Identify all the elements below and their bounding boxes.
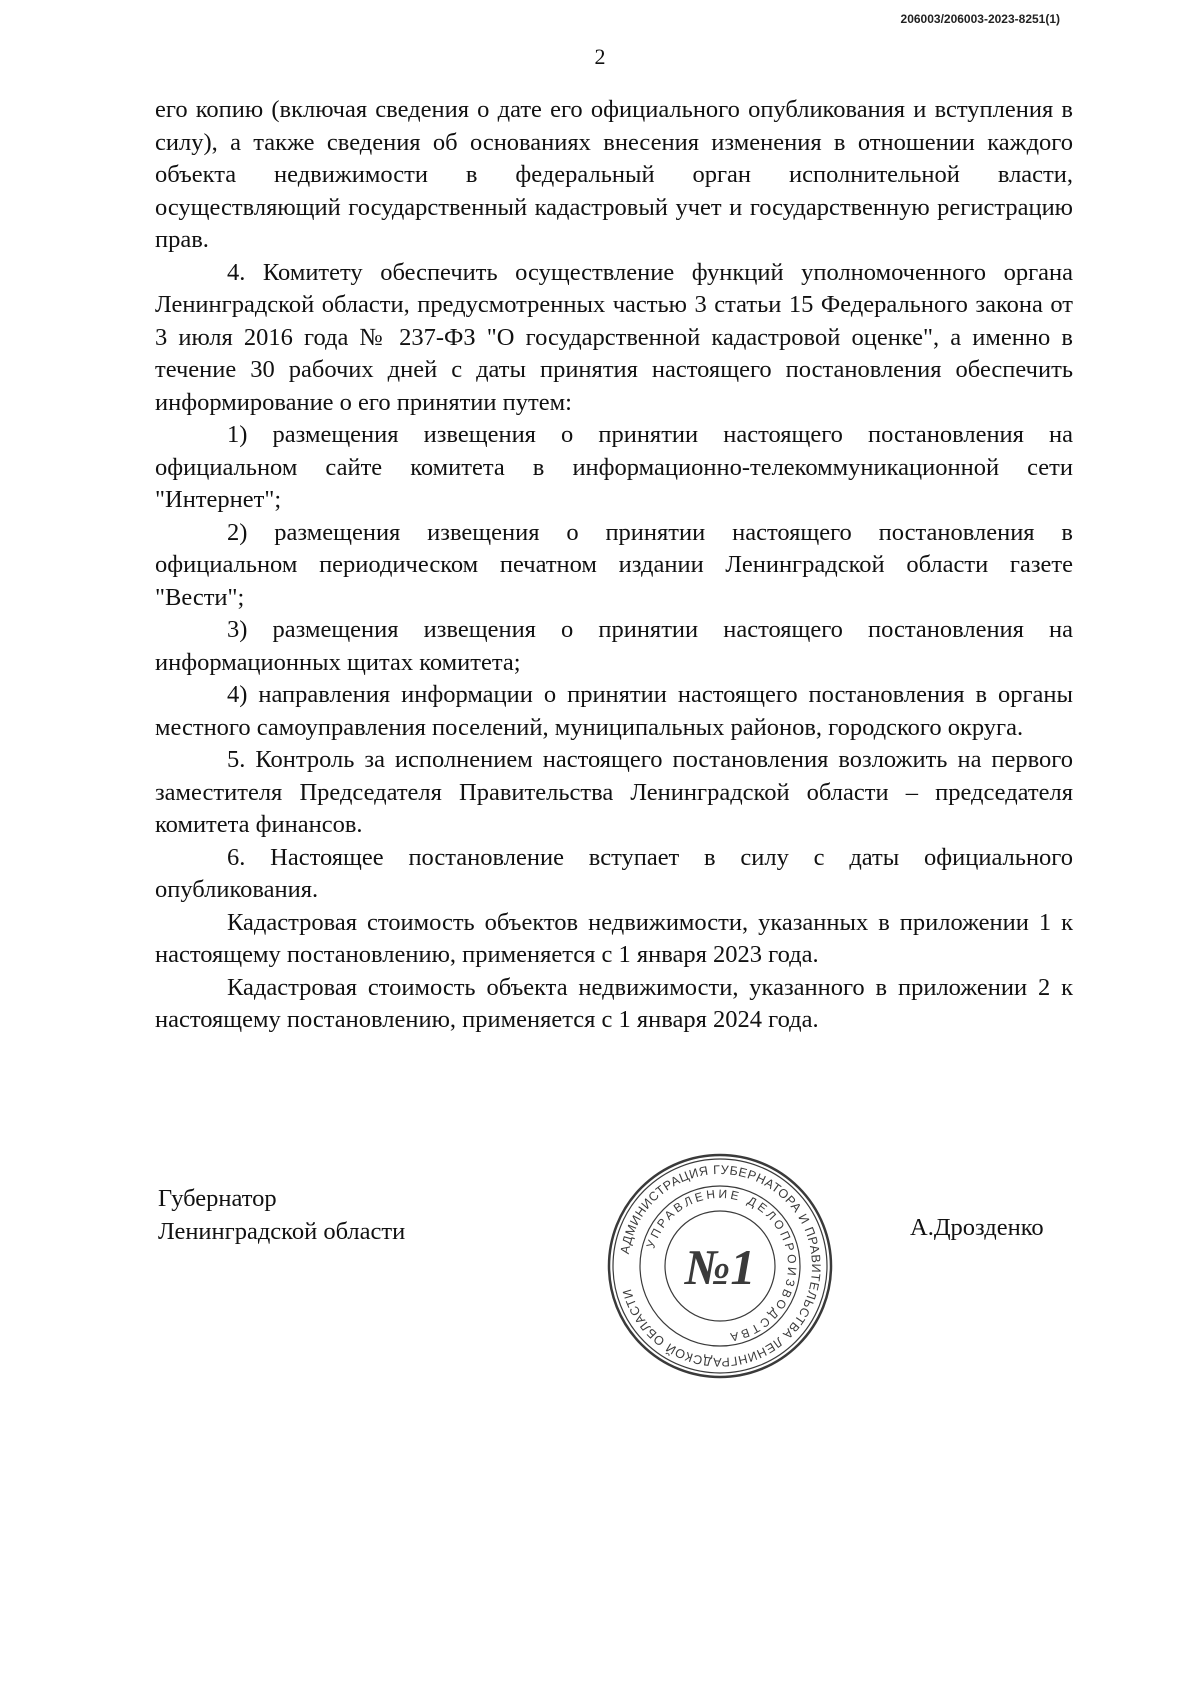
signer-title-line2: Ленинградской области xyxy=(158,1218,406,1245)
page-number: 2 xyxy=(594,44,606,69)
paragraph-item-4: 4. Комитету обеспечить осуществление функций уполномоченного органа Ленинградской области, предусмотренных частью 3 статьи 15 Федерального закона от 3 июля 2016 года № 237-ФЗ "О государственной кадастровой оценке", а именно в течение 30 рабочих дней с даты принятия настоящего постановления обеспечить информирование о его принятии путем: xyxy=(155,258,1073,416)
paragraph-subitem-3: 3) размещения извещения о принятии настоящего постановления на информационных щитах комитета; xyxy=(155,616,1073,676)
paragraph-subitem-4: 4) направления информации о принятии настоящего постановления в органы местного самоуправления поселений, муниципальных районов, городского округа. xyxy=(155,681,1073,741)
stamp-inner-text: УПРАВЛЕНИЕ ДЕЛОПРОИЗВОДСТВА xyxy=(643,1186,800,1345)
paragraph-item-5: 5. Контроль за исполнением настоящего постановления возложить на первого заместителя Председателя Правительства Ленинградской области – председателя комитета финансов. xyxy=(155,746,1073,838)
paragraph-item-6: 6. Настоящее постановление вступает в силу с даты официального опубликования. xyxy=(155,843,1073,903)
document-body xyxy=(155,94,1073,1037)
paragraph-subitem-1: 1) размещения извещения о принятии настоящего постановления на официальном сайте комитета в информационно-телекоммуникационной сети "Интернет"; xyxy=(155,421,1073,513)
signer-name: А.Дрозденко xyxy=(910,1214,1044,1241)
document-id: 206003/206003-2023-8251(1) xyxy=(900,12,1060,26)
paragraph-subitem-2: 2) размещения извещения о принятии настоящего постановления в официальном периодическом печатном издании Ленинградской области газете "Вести"; xyxy=(155,518,1073,611)
paragraph-continuation: его копию (включая сведения о дате его официального опубликования и вступления в силу), а также сведения об основаниях внесения изменения в отношении каждого объекта недвижимости в федеральный орган исполнительной власти, осуществляющий государственный кадастровый учет и государственную регистрацию прав. xyxy=(155,96,1073,253)
signer-title-line1: Губернатор xyxy=(158,1185,277,1212)
official-stamp xyxy=(606,1152,834,1380)
stamp-center-number: №1 xyxy=(684,1239,756,1295)
stamp-outer-text: АДМИНИСТРАЦИЯ ГУБЕРНАТОРА И ПРАВИТЕЛЬСТВА ЛЕНИНГРАДСКОЙ ОБЛАСТИ xyxy=(617,1162,824,1370)
paragraph-cadastral-2023: Кадастровая стоимость объектов недвижимости, указанных в приложении 1 к настоящему постановлению, применяется с 1 января 2023 года. xyxy=(155,908,1073,968)
signature-block xyxy=(158,1182,405,1248)
paragraph-cadastral-2024: Кадастровая стоимость объекта недвижимости, указанного в приложении 2 к настоящему постановлению, применяется с 1 января 2024 года. xyxy=(155,973,1073,1033)
